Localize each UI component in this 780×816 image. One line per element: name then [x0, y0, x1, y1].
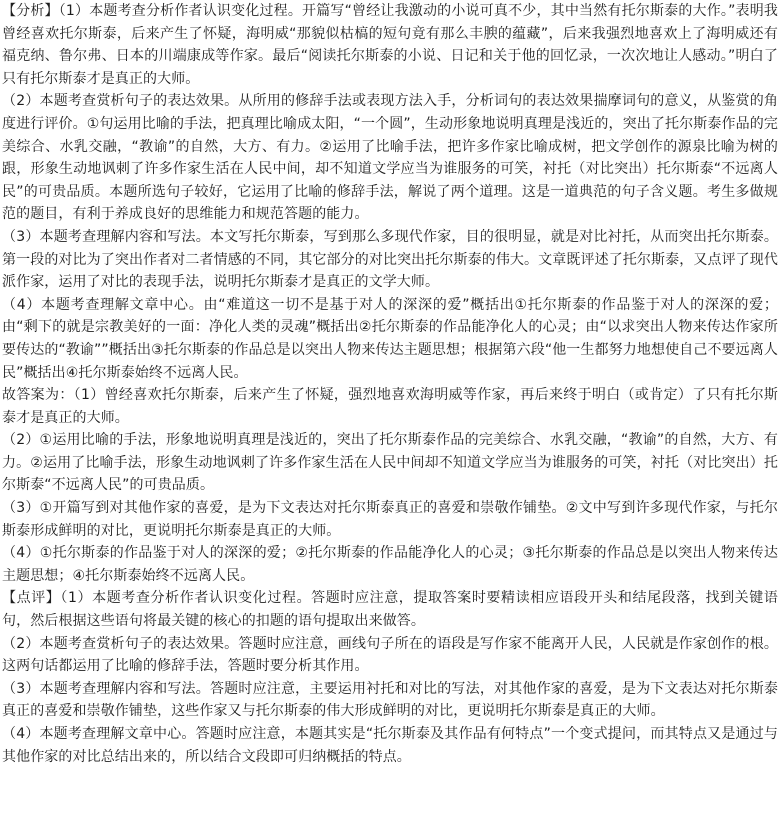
analysis-q4: （4）本题考查理解文章中心。由“难道这一切不是基于对人的深深的爱”概括出①托尔斯泰的作品鉴于对人的深深的爱；由“剩下的就是宗教美好的一面：净化人类的灵魂”概括出②托尔斯泰的作品能净化人的心灵；由“以求突出人物来传达作家所要传达的“教谕””概括出③托尔斯泰的作品总是以突出人物来传达主题思想；根据第六段“他一生都努力地想使自己不要远离人民”概括出④托尔斯泰始终不远离人民。	[2, 296, 778, 381]
answer-q2: （2）①运用比喻的手法，形象地说明真理是浅近的，突出了托尔斯泰作品的完美综合、水乳交融，“教谕”的自然，大方、有力。②运用了比喻手法，形象生动地讽刺了许多作家生活在人民中间却不知道文学应当为谁服务的可笑，衬托（对比突出）托尔斯泰“不远离人民”的可贵品质。	[2, 432, 778, 494]
answer-q4: （4）①托尔斯泰的作品鉴于对人的深深的爱；②托尔斯泰的作品能净化人的心灵；③托尔斯泰的作品总是以突出人物来传达主题思想；④托尔斯泰始终不远离人民。	[2, 545, 778, 584]
analysis-q2: （2）本题考查赏析句子的表达效果。从所用的修辞手法或表现方法入手，分析词句的表达效果揣摩词句的意义，从鉴赏的角度进行评价。①句运用比喻的手法，把真理比喻成太阳，“一个圆”，生动形象地说明真理是浅近的，突出了托尔斯泰作品的完美综合、水乳交融，“教谕”的自然，大方、有力。②运用了比喻手法，把许多作家比喻成树，把文学创作的源泉比喻为树的跟，形象生动地讽刺了许多作家生活在人民中间，却不知道文学应当为谁服务的可笑，衬托（对比突出）托尔斯泰“不远离人民”的可贵品质。本题所选句子较好，它运用了比喻的修辞手法，解说了两个道理。这是一道典范的句子含义题。考生多做规范的题目，有利于养成良好的思维能力和规范答题的能力。	[2, 93, 778, 223]
analysis-q3: （3）本题考查理解内容和写法。本文写托尔斯泰，写到那么多现代作家，目的很明显，就是对比衬托，从而突出托尔斯泰。第一段的对比为了突出作者对二者情感的不同，其它部分的对比突出托尔斯泰的伟大。文章既评述了托尔斯泰，又点评了现代派作家，运用了对比的表现手法，说明托尔斯泰才是真正的文学大师。	[2, 228, 778, 291]
comment-q1: 【点评】（1）本题考查分析作者认识变化过程。答题时应注意，提取答案时要精读相应语段开头和结尾段落，找到关键语句，然后根据这些语句将最关键的核心的扣题的语句提取出来做答。	[2, 590, 778, 630]
comment-q2: （2）本题考查赏析句子的表达效果。答题时应注意，画线句子所在的语段是写作家不能离开人民，人民就是作家创作的根。这两句话都运用了比喻的修辞手法，答题时要分析其作用。	[2, 635, 778, 675]
comment-q4: （4）本题考查理解文章中心。答题时应注意，本题其实是“托尔斯泰及其作品有何特点”一个变式提问，而其特点又是通过与其他作家的对比总结出来的，所以结合文段即可归纳概括的特点。	[2, 726, 778, 765]
analysis-q1: 【分析】（1）本题考查分析作者认识变化过程。开篇写“曾经让我激动的小说可真不少，其中当然有托尔斯泰的大作。”表明我曾经喜欢托尔斯泰，后来产生了怀疑，海明威“那貌似枯槁的短句竟有那么丰腴的蕴藏”，后来我强烈地喜欢上了海明威还有福克纳、鲁尔弗、日本的川端康成等作家。最后“阅读托尔斯泰的小说、日记和关于他的回忆录，一次次地让人感动。”明白了只有托尔斯泰才是真正的大师。	[2, 3, 778, 87]
answer-q1: 故答案为：（1）曾经喜欢托尔斯泰，后来产生了怀疑，强烈地喜欢海明威等作家，再后来终于明白（或肯定）了只有托尔斯泰才是真正的大师。	[2, 387, 778, 426]
answer-q3: （3）①开篇写到对其他作家的喜爱，是为下文表达对托尔斯泰真正的喜爱和崇敬作铺垫。②文中写到许多现代作家，与托尔斯泰形成鲜明的对比，更说明托尔斯泰是真正的大师。	[2, 500, 778, 539]
comment-q3: （3）本题考查理解内容和写法。答题时应注意，主要运用衬托和对比的写法，对其他作家的喜爱，是为下文表达对托尔斯泰真正的喜爱和崇敬作铺垫，这些作家又与托尔斯泰的伟大形成鲜明的对比，更说明托尔斯泰是真正的大师。	[2, 680, 778, 720]
